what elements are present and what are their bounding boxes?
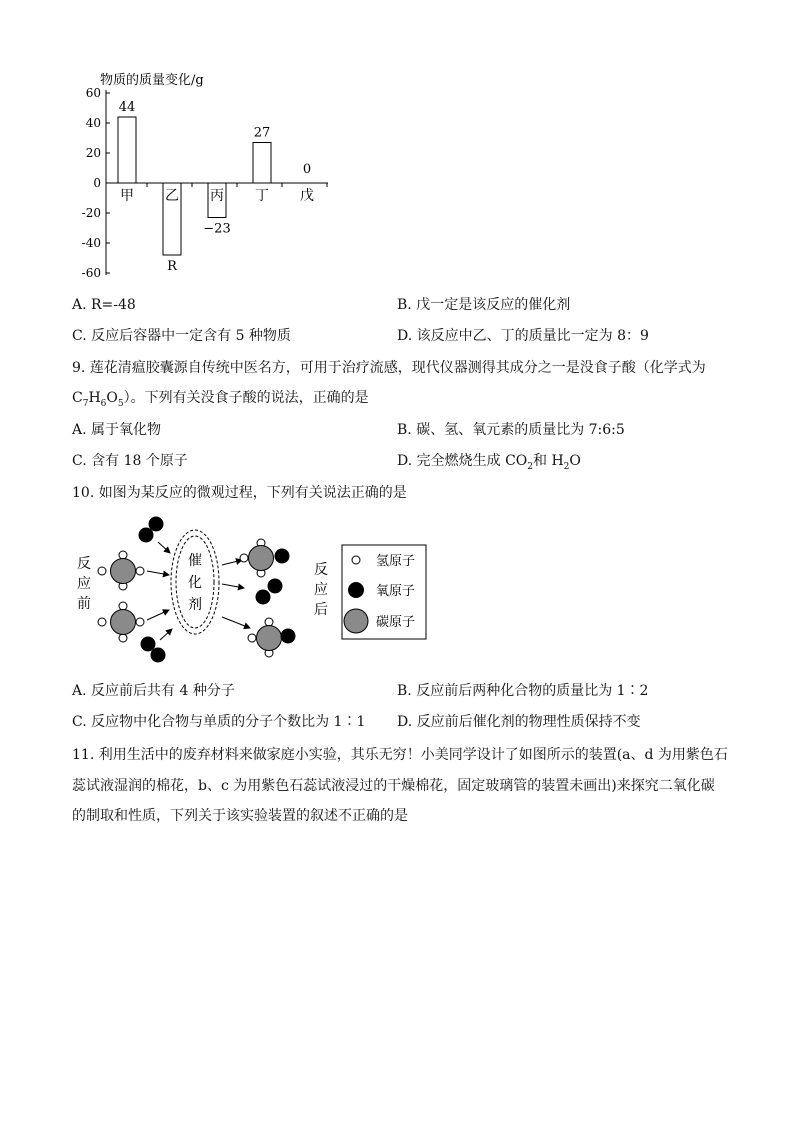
bar-丁 — [253, 143, 271, 184]
y-tick-label: 40 — [85, 116, 101, 130]
arrow — [222, 560, 242, 565]
oxygen-molecule — [139, 517, 164, 543]
bar-甲 — [118, 117, 136, 183]
formula-sub: 6 — [100, 398, 107, 409]
y-tick-label: -60 — [81, 266, 101, 280]
y-tick-label: 60 — [85, 86, 101, 100]
q8-option-b[interactable]: B. 戊一定是该反应的催化剂 — [397, 297, 571, 313]
q9-option-d-post: O — [569, 453, 581, 469]
q9-option-d-pre: D. 完全燃烧生成 CO — [397, 453, 528, 469]
before-label-2: 应 — [77, 576, 91, 592]
q10-stem: 10. 如图为某反应的微观过程，下列有关说法正确的是 — [72, 485, 407, 501]
oxygen-molecule — [141, 637, 166, 663]
legend-hydrogen-label: 氢原子 — [376, 554, 416, 569]
chart-title: 物质的质量变化/g — [100, 73, 204, 88]
after-label-2: 应 — [314, 582, 328, 598]
arrow — [147, 610, 169, 620]
formula-sub: 5 — [117, 398, 124, 409]
q10-option-b[interactable]: B. 反应前后两种化合物的质量比为 1∶2 — [397, 683, 649, 699]
methane-molecule — [98, 551, 144, 590]
q11-stem-line2: 蕊试液湿润的棉花，b、c 为用紫色石蕊试液浸过的干燥棉花，固定玻璃管的装置未画出)来探究二氧化碳 — [72, 778, 715, 794]
mass-change-bar-chart — [72, 68, 342, 283]
category-label: 乙 — [165, 188, 179, 204]
formula-sub: 2 — [527, 461, 533, 472]
y-tick-label: -20 — [81, 206, 101, 220]
after-label-3: 后 — [314, 602, 328, 618]
arrow — [147, 571, 169, 575]
after-label-1: 反 — [314, 562, 328, 578]
legend-oxygen-label: 氧原子 — [376, 584, 416, 599]
before-label-1: 反 — [77, 556, 91, 572]
q10-option-a[interactable]: A. 反应前后共有 4 种分子 — [72, 683, 235, 699]
product-molecule — [248, 618, 296, 657]
arrow — [160, 629, 172, 640]
y-tick-label: 0 — [93, 176, 101, 190]
q9-stem-line1: 9. 莲花清瘟胶囊源自传统中医名方，可用于治疗流感，现代仪器测得其成分之一是没食子酸（化学式为 — [72, 360, 706, 376]
oxygen-legend-icon — [348, 582, 364, 598]
oxygen-molecule — [256, 579, 283, 605]
arrow — [222, 617, 250, 628]
formula-o: O — [106, 390, 118, 406]
q9-option-d[interactable] — [397, 451, 581, 477]
value-label: −23 — [203, 221, 231, 237]
value-label: 27 — [253, 125, 271, 141]
q8-option-a[interactable]: A. R=-48 — [72, 297, 136, 313]
q10-option-d[interactable]: D. 反应前后催化剂的物理性质保持不变 — [397, 714, 641, 730]
q9-option-c[interactable]: C. 含有 18 个原子 — [72, 453, 188, 469]
category-label: 丙 — [210, 188, 224, 204]
formula-c: C — [72, 390, 83, 406]
formula-sub: 2 — [563, 461, 570, 472]
q11-stem-line1: 11. 利用生活中的废弃材料来做家庭小实验，其乐无穷！小美同学设计了如图所示的装置(a、d 为用紫色石 — [72, 747, 728, 763]
q8-option-c[interactable]: C. 反应后容器中一定含有 5 种物质 — [72, 328, 291, 344]
value-label: R — [167, 259, 177, 274]
methane-molecule — [98, 602, 144, 642]
before-label-3: 前 — [77, 596, 91, 612]
carbon-legend-icon — [344, 609, 368, 633]
q11-stem-line3: 的制取和性质，下列关于该实验装置的叙述不正确的是 — [72, 808, 408, 824]
category-label: 甲 — [120, 188, 134, 204]
hydrogen-legend-icon — [352, 556, 360, 564]
q10-option-c[interactable]: C. 反应物中化合物与单质的分子个数比为 1∶1 — [72, 714, 366, 730]
value-label: 44 — [118, 100, 136, 115]
q9-option-b[interactable]: B. 碳、氢、氧元素的质量比为 7:6:5 — [397, 422, 625, 438]
catalyst-label-2: 化 — [188, 575, 202, 591]
y-tick-label: 20 — [85, 146, 101, 160]
y-tick-label: -40 — [81, 236, 101, 250]
value-label: 0 — [302, 162, 312, 177]
formula-sub: 7 — [82, 398, 89, 409]
arrow — [222, 584, 244, 588]
category-label: 丁 — [255, 188, 269, 204]
catalyst-label-1: 催 — [188, 553, 202, 569]
category-label: 戊 — [300, 188, 314, 204]
formula-h: H — [88, 390, 101, 406]
q8-option-d[interactable]: D. 该反应中乙、丁的质量比一定为 8：9 — [397, 328, 649, 344]
q9-stem-rest: ）。下列有关没食子酸的说法，正确的是 — [123, 390, 369, 406]
catalyst-label-3: 剂 — [188, 597, 202, 613]
arrow — [158, 542, 170, 553]
reaction-micro-diagram — [72, 510, 432, 670]
q9-option-a[interactable]: A. 属于氧化物 — [72, 422, 162, 438]
q9-option-d-mid: 和 H — [533, 453, 564, 469]
product-molecule — [240, 539, 290, 577]
legend-carbon-label: 碳原子 — [376, 615, 416, 630]
q9-stem-line2 — [72, 388, 369, 414]
